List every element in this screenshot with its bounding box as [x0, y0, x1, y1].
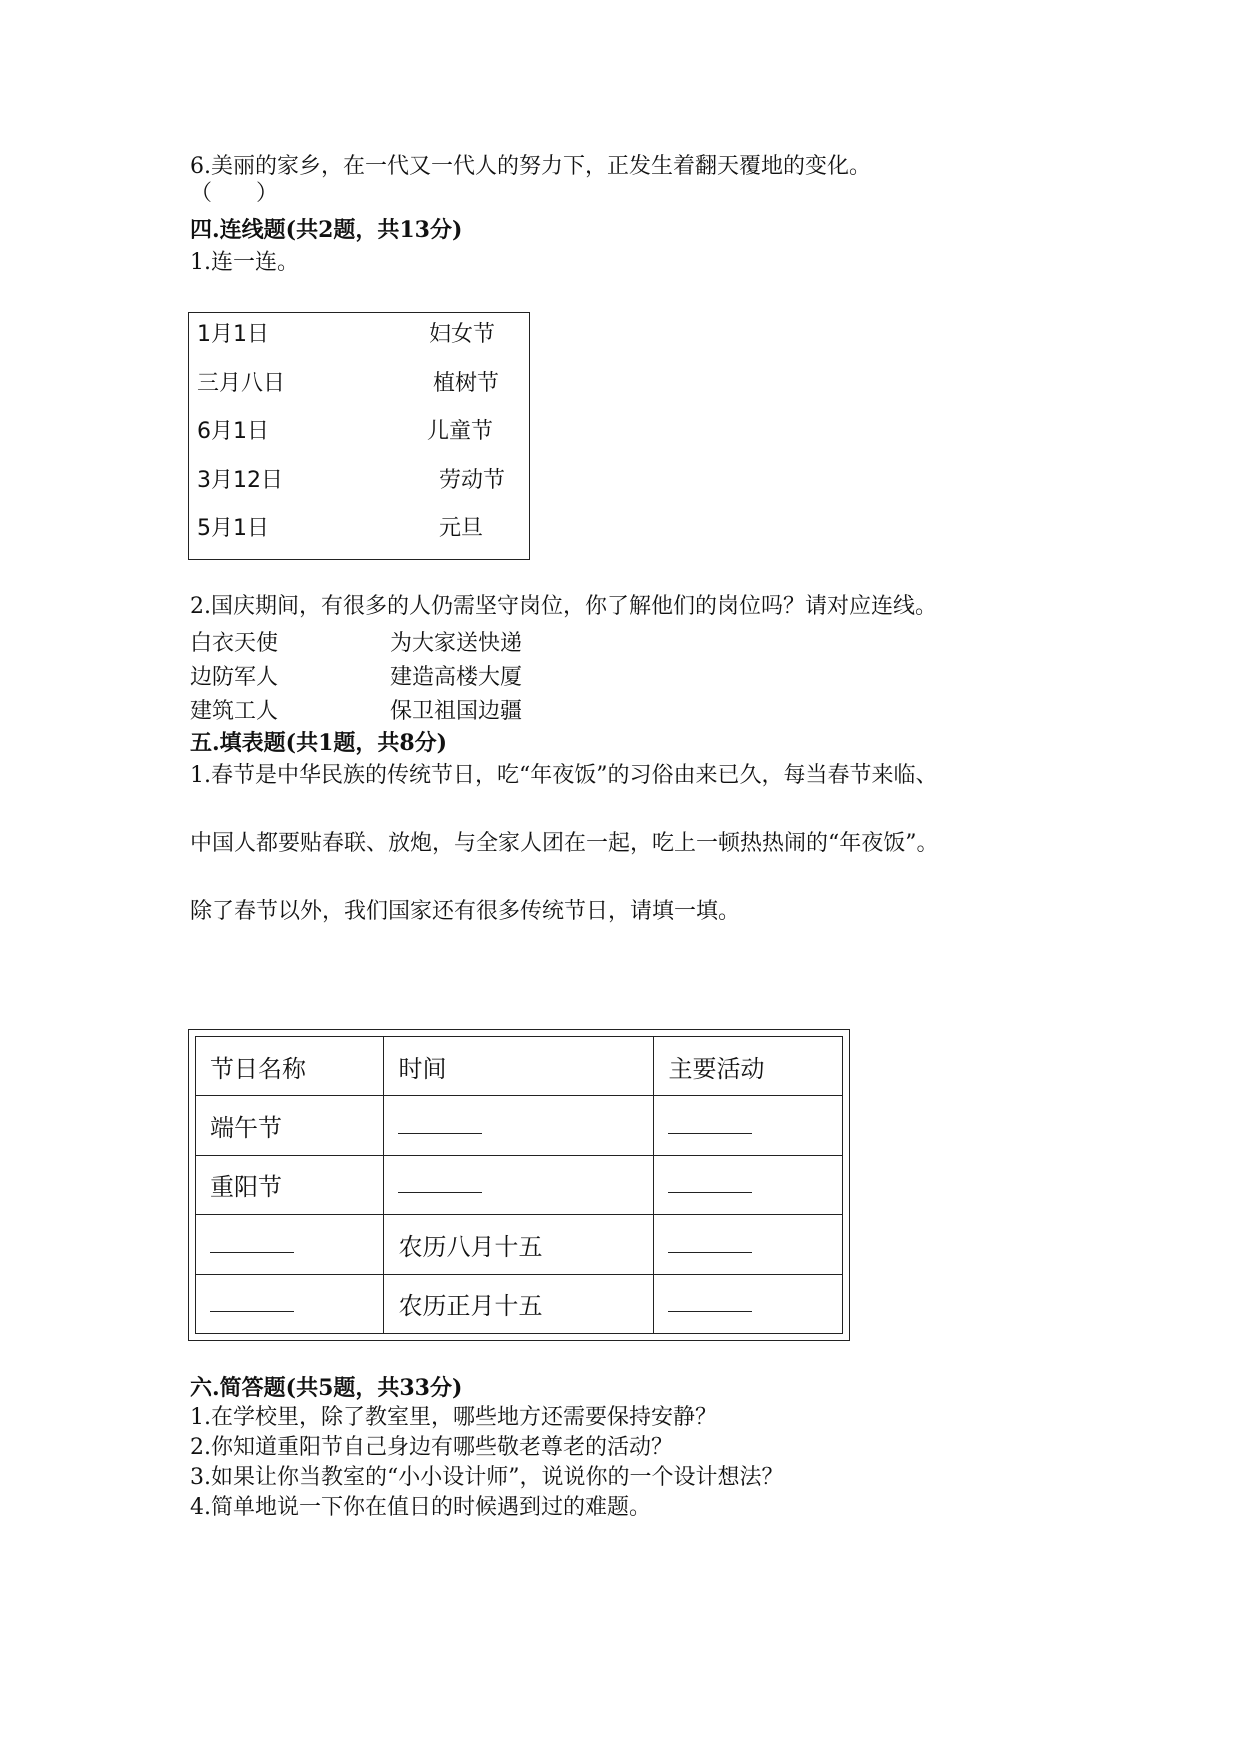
job-right-2[interactable]: 建造高楼大厦 [390, 665, 523, 690]
question-6-text: 6.美丽的家乡，在一代又一代人的努力下，正发生着翻天覆地的变化。 [190, 154, 871, 179]
match-right-4[interactable]: 劳动节 [439, 468, 506, 493]
section-4-question-1: 1.连一连。 [190, 250, 299, 275]
short-answer-question-4: 4.简单地说一下你在值日的时候遇到过的难题。 [190, 1495, 651, 1520]
festival-table [195, 1036, 843, 1334]
cell-time: 农历八月十五 [384, 1215, 654, 1274]
job-right-3[interactable]: 保卫祖国边疆 [390, 699, 523, 724]
table-row [196, 1274, 843, 1333]
match-right-2[interactable]: 植树节 [433, 371, 500, 396]
short-answer-question-1: 1.在学校里，除了教室里，哪些地方还需要保持安静？ [190, 1405, 717, 1430]
fill-blank[interactable] [668, 1289, 752, 1312]
cell-festival-name: 端午节 [196, 1096, 384, 1155]
cell-activity-blank[interactable] [654, 1274, 843, 1333]
cell-time-blank[interactable] [384, 1155, 654, 1214]
match-right-3[interactable]: 儿童节 [427, 419, 494, 444]
table-header-row [196, 1037, 843, 1096]
fill-blank[interactable] [398, 1111, 482, 1134]
section-5-paragraph-1: 1.春节是中华民族的传统节日，吃“年夜饭”的习俗由来已久，每当春节来临、 [190, 763, 938, 788]
match-left-2[interactable]: 三月八日 [197, 371, 286, 396]
header-activities: 主要活动 [654, 1037, 843, 1096]
fill-blank[interactable] [668, 1230, 752, 1253]
fill-blank[interactable] [668, 1170, 752, 1193]
cell-time: 农历正月十五 [384, 1274, 654, 1333]
match-left-1[interactable]: 1月1日 [197, 322, 269, 347]
section-5-heading: 五.填表题(共1题，共8分) [190, 730, 448, 756]
festival-table-frame [188, 1029, 850, 1341]
cell-name-blank[interactable] [196, 1215, 384, 1274]
short-answer-question-3: 3.如果让你当教室的“小小设计师”，说说你的一个设计想法？ [190, 1465, 784, 1490]
cell-name-blank[interactable] [196, 1274, 384, 1333]
matching-box [188, 312, 530, 560]
cell-activity-blank[interactable] [654, 1215, 843, 1274]
fill-blank[interactable] [210, 1289, 294, 1312]
header-time: 时间 [384, 1037, 654, 1096]
fill-blank[interactable] [210, 1230, 294, 1253]
section-5-paragraph-2: 中国人都要贴春联、放炮，与全家人团在一起，吃上一顿热热闹的“年夜饭”。 [190, 831, 939, 856]
match-left-4[interactable]: 3月12日 [197, 468, 283, 493]
cell-festival-name: 重阳节 [196, 1155, 384, 1214]
short-answer-question-2: 2.你知道重阳节自己身边有哪些敬老尊老的活动？ [190, 1435, 673, 1460]
match-right-5[interactable]: 元旦 [439, 516, 484, 541]
job-left-1[interactable]: 白衣天使 [190, 631, 279, 656]
section-6-heading: 六.简答题(共5题，共33分) [190, 1375, 463, 1401]
table-row [196, 1096, 843, 1155]
section-4-heading: 四.连线题(共2题，共13分) [190, 217, 463, 243]
fill-blank[interactable] [668, 1111, 752, 1134]
cell-activity-blank[interactable] [654, 1096, 843, 1155]
answer-parentheses: （ ） [190, 181, 279, 206]
cell-activity-blank[interactable] [654, 1155, 843, 1214]
table-row [196, 1155, 843, 1214]
section-5-paragraph-3: 除了春节以外，我们国家还有很多传统节日，请填一填。 [190, 899, 741, 924]
section-4-question-2: 2.国庆期间，有很多的人仍需坚守岗位，你了解他们的岗位吗？请对应连线。 [190, 594, 937, 619]
match-right-1[interactable]: 妇女节 [429, 322, 496, 347]
job-right-1[interactable]: 为大家送快递 [390, 631, 523, 656]
table-row [196, 1215, 843, 1274]
header-festival-name: 节日名称 [196, 1037, 384, 1096]
match-left-3[interactable]: 6月1日 [197, 419, 269, 444]
cell-time-blank[interactable] [384, 1096, 654, 1155]
match-left-5[interactable]: 5月1日 [197, 516, 269, 541]
fill-blank[interactable] [398, 1170, 482, 1193]
job-left-2[interactable]: 边防军人 [190, 665, 279, 690]
job-left-3[interactable]: 建筑工人 [190, 699, 279, 724]
